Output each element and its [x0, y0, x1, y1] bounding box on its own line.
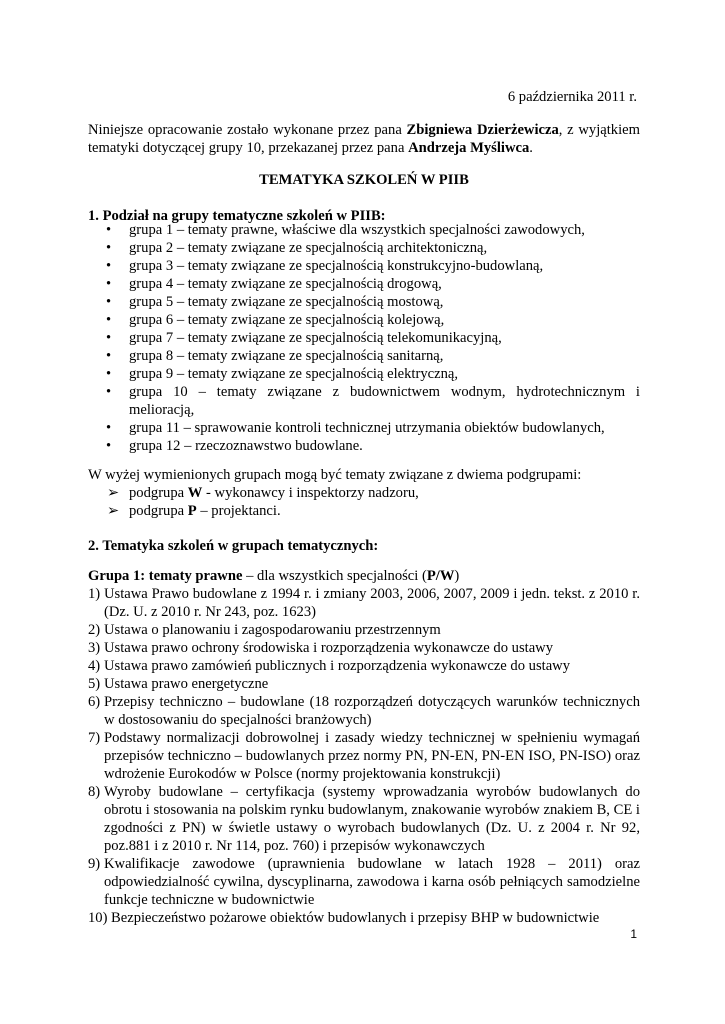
intro-text-3: .	[529, 140, 533, 156]
topic-text: Wyroby budowlane – certyfikacja (systemy wprowadzania wyrobów budowlanych do obrotu i stosowania na polskim rynku budowlanym, znakowanie wyrobów znakiem B, CE i zgodności z PN) w świetle ustawy o wyrobach budowlanych (Dz. U. z 2004 r. Nr 92, poz.881 i z 2010 r. Nr 114, poz. 760) i przepisów wykonawczych	[104, 784, 640, 854]
list-item	[88, 293, 640, 311]
topic-text: Ustawa prawo energetyczne	[104, 676, 269, 692]
list-item	[88, 909, 640, 927]
subgroup-code: W	[187, 485, 203, 501]
bullet-icon: •	[106, 312, 112, 328]
list-item	[88, 257, 640, 275]
group-1-rest: – dla wszystkich specjalności (	[242, 568, 427, 584]
list-item	[88, 275, 640, 293]
group-1-label: Grupa 1: tematy prawne	[88, 568, 243, 584]
author-1: Zbigniewa Dzierżewicza	[406, 122, 559, 138]
list-item	[88, 311, 640, 329]
list-item	[88, 783, 640, 855]
group-1-close: )	[454, 568, 460, 584]
intro-text-1: Niniejsze opracowanie zostało wykonane przez pana	[88, 122, 407, 138]
topics-list	[88, 585, 640, 927]
topic-number: 6)	[88, 694, 101, 710]
topic-number: 4)	[88, 658, 101, 674]
arrow-bullet-icon: ➢	[107, 485, 120, 501]
group-text: grupa 8 – tematy związane ze specjalnością sanitarną,	[129, 348, 444, 364]
bullet-icon: •	[106, 330, 112, 346]
list-item	[88, 639, 640, 657]
topic-number: 2)	[88, 622, 101, 638]
topic-text: Ustawa Prawo budowlane z 1994 r. i zmiany 2003, 2006, 2007, 2009 i jedn. tekst. z 2010 r. (Dz. U. z 2010 r. Nr 243, poz. 1623)	[104, 586, 640, 620]
group-1-code: P/W	[426, 568, 455, 584]
groups-list	[88, 221, 640, 455]
document-title: TEMATYKA SZKOLEŃ W PIIB	[259, 172, 469, 188]
page-number: 1	[630, 927, 637, 941]
topic-number: 3)	[88, 640, 101, 656]
list-item	[88, 693, 640, 729]
topic-text: Bezpieczeństwo pożarowe obiektów budowlanych i przepisy BHP w budownictwie	[111, 910, 600, 926]
list-item	[88, 855, 640, 909]
section-2-heading: 2. Tematyka szkoleń w grupach tematycznych:	[88, 538, 379, 554]
group-text: grupa 4 – tematy związane ze specjalnością drogową,	[129, 276, 442, 292]
bullet-icon: •	[106, 366, 112, 382]
bullet-icon: •	[106, 438, 112, 454]
group-text: grupa 7 – tematy związane ze specjalnością telekomunikacyjną,	[129, 330, 502, 346]
topic-text: Ustawa prawo zamówień publicznych i rozporządzenia wykonawcze do ustawy	[104, 658, 571, 674]
list-item	[88, 365, 640, 383]
bullet-icon: •	[106, 348, 112, 364]
list-item	[88, 239, 640, 257]
group-text: grupa 3 – tematy związane ze specjalnością konstrukcyjno-budowlaną,	[129, 258, 544, 274]
group-text: grupa 6 – tematy związane ze specjalnością kolejową,	[129, 312, 445, 328]
group-1-heading	[88, 567, 459, 585]
subgroup-prefix: podgrupa	[129, 503, 188, 519]
list-item	[88, 383, 640, 419]
group-text: grupa 10 – tematy związane z budownictwem wodnym, hydrotechnicznym i melioracją,	[129, 384, 640, 418]
list-item	[88, 502, 419, 520]
list-item	[88, 621, 640, 639]
group-text: grupa 1 – tematy prawne, właściwe dla wszystkich specjalności zawodowych,	[129, 222, 585, 238]
document-date: 6 października 2011 r.	[507, 89, 637, 105]
list-item	[88, 585, 640, 621]
bullet-icon: •	[106, 240, 112, 256]
topic-number: 7)	[88, 730, 101, 746]
bullet-icon: •	[106, 258, 112, 274]
topic-text: Ustawa prawo ochrony środowiska i rozporządzenia wykonawcze do ustawy	[104, 640, 554, 656]
list-item	[88, 329, 640, 347]
list-item	[88, 419, 640, 437]
list-item	[88, 729, 640, 783]
list-item	[88, 675, 640, 693]
list-item	[88, 347, 640, 365]
subgroups-list	[88, 484, 419, 520]
subgroups-intro: W wyżej wymienionych grupach mogą być tematy związane z dwiema podgrupami:	[88, 467, 582, 483]
topic-number: 5)	[88, 676, 101, 692]
topic-number: 1)	[88, 586, 101, 602]
topic-text: Ustawa o planowaniu i zagospodarowaniu przestrzennym	[104, 622, 441, 638]
list-item	[88, 484, 419, 502]
group-text: grupa 2 – tematy związane ze specjalnością architektoniczną,	[129, 240, 488, 256]
list-item	[88, 221, 640, 239]
bullet-icon: •	[106, 420, 112, 436]
list-item	[88, 437, 640, 455]
subgroup-desc: - wykonawcy i inspektorzy nadzoru,	[202, 485, 419, 501]
topic-text: Kwalifikacje zawodowe (uprawnienia budowlane w latach 1928 – 2011) oraz odpowiedzialność cywilna, dyscyplinarna, zawodowa i karna osób pełniących samodzielne funkcje techniczne w budownictwie	[104, 856, 640, 908]
subgroup-prefix: podgrupa	[129, 485, 188, 501]
topic-number: 9)	[88, 856, 101, 872]
author-2: Andrzeja Myśliwca	[408, 140, 530, 156]
subgroup-desc: – projektanci.	[196, 503, 281, 519]
bullet-icon: •	[106, 384, 112, 400]
intro-paragraph	[88, 121, 640, 157]
bullet-icon: •	[106, 294, 112, 310]
group-text: grupa 12 – rzeczoznawstwo budowlane.	[129, 438, 363, 454]
subgroup-code: P	[187, 503, 197, 519]
group-text: grupa 11 – sprawowanie kontroli technicznej utrzymania obiektów budowlanych,	[129, 420, 605, 436]
topic-text: Podstawy normalizacji dobrowolnej i zasady wiedzy technicznej w spełnieniu wymagań przepisów techniczno – budowlanych przez normy PN, PN-EN, PN-EN ISO, PN-ISO) oraz wdrożenie Eurokodów w Polsce (normy projektowania konstrukcji)	[104, 730, 640, 782]
intro-text-2: , z wyjątkiem tematyki dotyczącej grupy 10, przekazanej przez pana	[88, 122, 640, 156]
bullet-icon: •	[106, 276, 112, 292]
topic-text: Przepisy techniczno – budowlane (18 rozporządzeń dotyczących warunków technicznych w dostosowaniu do specjalności branżowych)	[104, 694, 640, 728]
topic-number: 8)	[88, 784, 101, 800]
topic-number: 10)	[88, 910, 108, 926]
bullet-icon: •	[106, 222, 112, 238]
list-item	[88, 657, 640, 675]
arrow-bullet-icon: ➢	[107, 503, 120, 519]
group-text: grupa 5 – tematy związane ze specjalnością mostową,	[129, 294, 444, 310]
section-1-heading: 1. Podział na grupy tematyczne szkoleń w PIIB:	[88, 208, 386, 224]
group-text: grupa 9 – tematy związane ze specjalnością elektryczną,	[129, 366, 459, 382]
